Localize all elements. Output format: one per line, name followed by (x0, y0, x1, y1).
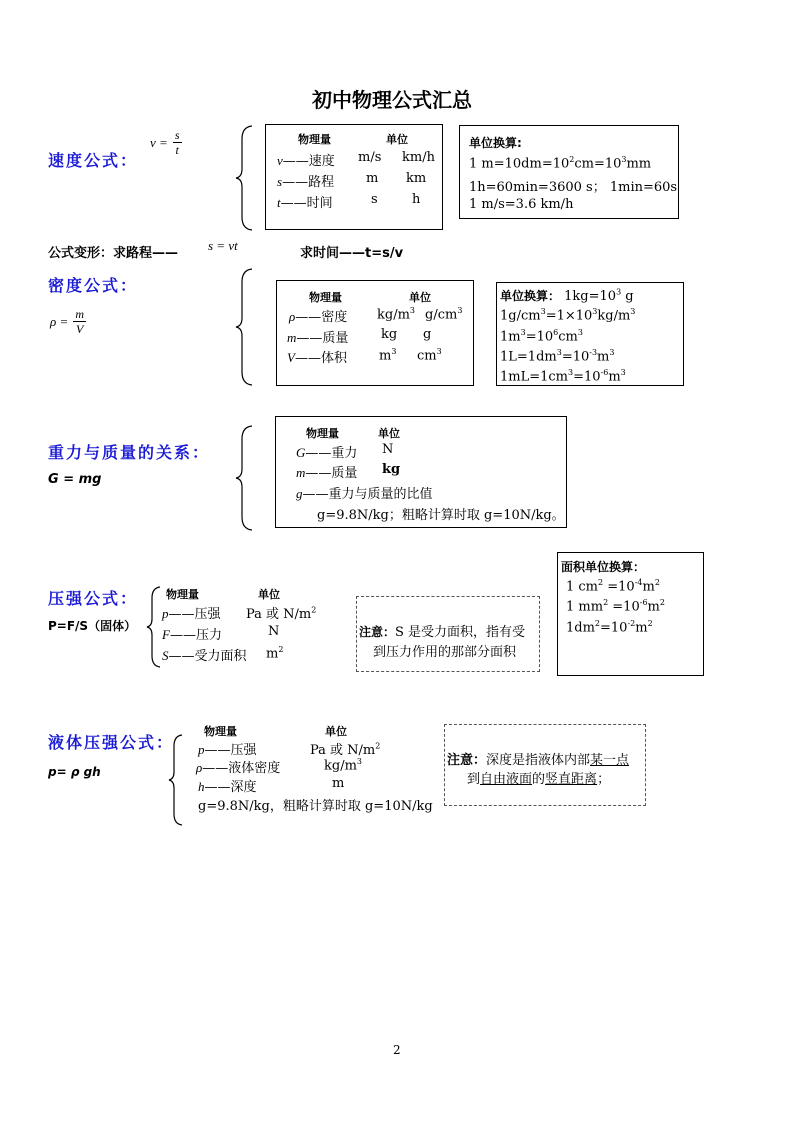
conversion-title: 面积单位换算： (561, 560, 646, 574)
conversion-line: 1 $mm^2 =10^{-6}m^2$ (566, 598, 665, 615)
unit-cell: km/h (402, 150, 435, 165)
page-title: 初中物理公式汇总 (312, 88, 472, 112)
table-header-quantity: 物理量 (309, 291, 342, 304)
unit-cell: m (332, 776, 345, 791)
unit-cell: Pa 或 $N/m^2$ (246, 605, 317, 622)
table-row: S——受力面积 (162, 648, 247, 664)
liquid-pressure-formula: p= ρ gh (48, 765, 101, 779)
gravity-heading: 重力与质量的关系： (48, 443, 211, 462)
table-row: ρ——液体密度 (196, 760, 281, 776)
note-line: 注意：S 是受力面积，指有受 (359, 625, 526, 640)
density-brace (234, 268, 254, 386)
page-number: 2 (393, 1043, 401, 1057)
table-header-quantity: 物理量 (298, 133, 331, 146)
density-formula: ρ = $\frac{m}{V}$ (50, 307, 85, 336)
velocity-brace (234, 125, 254, 231)
table-row: v——速度 (277, 153, 335, 169)
note-line: 注意：深度是指液体内部某一点 (447, 753, 630, 768)
table-row: g——重力与质量的比值 (296, 486, 433, 502)
table-header-quantity: 物理量 (204, 725, 237, 738)
table-row: m——质量 (287, 330, 349, 346)
pressure-heading: 压强公式： (48, 589, 139, 608)
formula-variant-distance: s = vt (208, 238, 238, 253)
gravity-g-note: g=9.8N/kg；粗略计算时取 g=10N/kg。 (317, 508, 565, 523)
table-row: t——时间 (277, 195, 333, 211)
unit-cell: km (406, 171, 427, 186)
unit-cell: $g/cm^3$ (425, 306, 463, 323)
table-row: h——深度 (198, 779, 257, 795)
table-header-quantity: 物理量 (166, 588, 199, 601)
unit-cell: kg (382, 462, 401, 477)
conversion-line: 1 $cm^2 =10^{-4}m^2$ (566, 578, 660, 595)
unit-cell: g (423, 327, 432, 342)
conversion-line: $1dm^2=10^{-2}m^2$ (566, 619, 653, 636)
conversion-line: 单位换算： $1kg=10^3$ g (500, 287, 634, 304)
table-header-quantity: 物理量 (306, 427, 339, 440)
formula-variant-label: 公式变形：求路程—— (48, 246, 179, 261)
table-row: s——路程 (277, 174, 335, 190)
unit-cell: N (268, 624, 280, 639)
unit-cell: s (371, 192, 378, 207)
velocity-formula: v = $\frac{s}{t}$ (150, 128, 180, 157)
gravity-formula: G = mg (48, 472, 102, 487)
table-row: m——质量 (296, 465, 358, 481)
pressure-brace (146, 586, 162, 668)
note-line: 到压力作用的那部分面积 (373, 645, 517, 660)
pressure-note-box (356, 596, 540, 672)
unit-cell: Pa 或 $N/m^2$ (310, 741, 381, 758)
formula-variant-time: 求时间——t=s/v (300, 246, 404, 261)
unit-cell: $kg/m^3$ (377, 306, 415, 323)
table-header-unit: 单位 (258, 588, 280, 601)
gravity-brace (234, 425, 254, 531)
conversion-line: 1 $m=10dm=10^2cm=10^3mm$ (469, 155, 652, 172)
table-row: F——压力 (162, 627, 222, 643)
unit-cell: N (382, 442, 394, 457)
table-row: p——压强 (162, 606, 221, 622)
table-row: G——重力 (296, 445, 358, 461)
liquid-pressure-heading: 液体压强公式： (48, 733, 175, 752)
velocity-quantity-table (265, 124, 443, 230)
density-conversion-box (496, 282, 684, 386)
conversion-title: 单位换算: (469, 136, 522, 150)
velocity-conversion-box (459, 125, 679, 219)
conversion-line: $1g/cm^3=1\times 10^3kg/m^3$ (500, 307, 636, 324)
unit-cell: $cm^3$ (417, 347, 442, 364)
note-line: 到自由液面的竖直距离； (467, 772, 611, 787)
conversion-line: $1m^3=10^6cm^3$ (500, 328, 583, 345)
unit-cell: m/s (358, 150, 382, 165)
velocity-heading: 速度公式： (48, 151, 139, 170)
conversion-line: 1h=60min=3600 s； 1min=60s (469, 180, 678, 195)
unit-cell: $kg/m^3$ (324, 757, 362, 774)
pressure-formula: P=F/S（固体） (48, 619, 137, 633)
table-row: p——压强 (198, 742, 257, 758)
table-row: V——体积 (287, 350, 347, 366)
liquid-note-box (444, 724, 646, 806)
table-header-unit: 单位 (325, 725, 347, 738)
gravity-quantity-table (275, 416, 567, 528)
unit-cell: $m^3$ (379, 347, 397, 364)
density-heading: 密度公式： (48, 276, 139, 295)
unit-cell: kg (381, 327, 398, 342)
conversion-line: 1 m/s=3.6 km/h (469, 197, 574, 212)
liquid-g-note: g=9.8N/kg，粗略计算时取 g=10N/kg (198, 799, 433, 814)
density-quantity-table (276, 280, 474, 386)
unit-cell: $m^2$ (266, 645, 284, 662)
unit-cell: h (412, 192, 421, 207)
conversion-line: $1L=1dm^3=10^{-3}m^3$ (500, 348, 615, 365)
table-row: ρ——密度 (289, 309, 348, 325)
table-header-unit: 单位 (378, 427, 400, 440)
conversion-line: $1mL=1cm^3=10^{-6}m^3$ (500, 368, 626, 385)
liquid-brace (168, 734, 184, 826)
unit-cell: m (366, 171, 379, 186)
table-header-unit: 单位 (409, 291, 431, 304)
area-conversion-box (557, 552, 704, 676)
table-header-unit: 单位 (386, 133, 408, 146)
